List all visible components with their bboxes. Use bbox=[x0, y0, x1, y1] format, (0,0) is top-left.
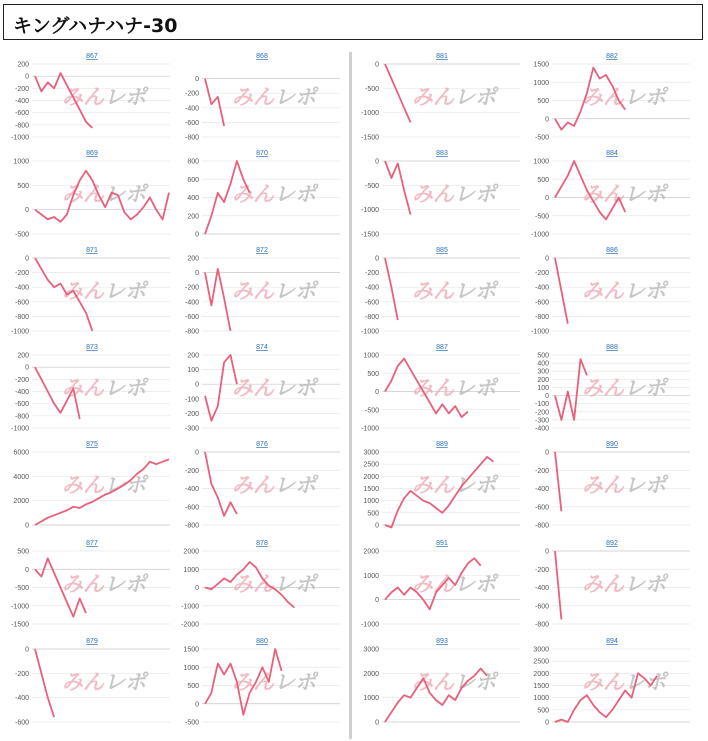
y-tick-label: 2500 bbox=[363, 461, 379, 469]
y-tick-label: -400 bbox=[184, 105, 199, 113]
y-tick-label: -1000 bbox=[181, 603, 199, 611]
y-tick-label: 0 bbox=[375, 389, 379, 396]
chart-870 bbox=[187, 150, 340, 239]
chart-title-link[interactable]: 885 bbox=[436, 247, 448, 254]
y-tick-label: 0 bbox=[25, 73, 29, 81]
chart-title-link[interactable]: 875 bbox=[86, 441, 98, 448]
y-tick-label: -200 bbox=[184, 467, 199, 475]
y-tick-label: -200 bbox=[534, 467, 549, 475]
chart-869 bbox=[13, 150, 170, 239]
y-tick-label: -800 bbox=[14, 313, 29, 321]
watermark-logo: みんレポ bbox=[62, 376, 146, 400]
chart-877 bbox=[11, 540, 170, 629]
y-tick-label: 0 bbox=[195, 381, 199, 389]
chart-title-link[interactable]: 871 bbox=[86, 247, 98, 254]
y-tick-label: -200 bbox=[364, 270, 379, 278]
watermark-logo: みんレポ bbox=[232, 572, 316, 596]
watermark-logo: みんレポ bbox=[582, 473, 666, 497]
y-tick-label: 0 bbox=[25, 364, 29, 372]
y-tick-label: 0 bbox=[375, 597, 379, 605]
y-tick-label: -800 bbox=[184, 522, 199, 530]
chart-title-link[interactable]: 876 bbox=[256, 441, 268, 448]
y-tick-label: -200 bbox=[14, 270, 29, 278]
chart-878 bbox=[181, 540, 340, 629]
y-tick-label: 500 bbox=[367, 510, 379, 518]
chart-889 bbox=[363, 441, 520, 530]
watermark-logo: みんレポ bbox=[582, 85, 666, 109]
y-tick-label: 1000 bbox=[13, 158, 29, 166]
watermark-logo: みんレポ bbox=[582, 670, 666, 694]
y-tick-label: -500 bbox=[364, 182, 379, 190]
y-tick-label: -800 bbox=[534, 313, 549, 321]
watermark-logo: みんレポ bbox=[62, 279, 146, 303]
chart-title-link[interactable]: 867 bbox=[86, 53, 98, 60]
chart-885 bbox=[361, 247, 520, 336]
y-tick-label: -1000 bbox=[361, 621, 379, 629]
watermark-logo: みんレポ bbox=[582, 376, 666, 400]
chart-title-link[interactable]: 874 bbox=[256, 344, 268, 351]
chart-title-link[interactable]: 893 bbox=[436, 638, 448, 645]
y-tick-label: 1000 bbox=[533, 158, 549, 166]
y-tick-label: 0 bbox=[25, 522, 29, 530]
chart-875 bbox=[13, 441, 170, 530]
chart-882 bbox=[533, 53, 690, 142]
watermark-logo: みんレポ bbox=[232, 182, 316, 206]
y-tick-label: 0 bbox=[195, 449, 199, 457]
watermark-logo: みんレポ bbox=[232, 670, 316, 694]
watermark-logo: みんレポ bbox=[232, 473, 316, 497]
y-tick-label: -200 bbox=[184, 284, 199, 292]
chart-884 bbox=[531, 150, 690, 239]
series-line bbox=[555, 258, 568, 324]
y-tick-label: 1000 bbox=[363, 695, 379, 703]
y-tick-label: 0 bbox=[545, 195, 549, 202]
y-tick-label: -1000 bbox=[361, 425, 379, 433]
chart-887 bbox=[361, 344, 520, 433]
y-tick-label: 2000 bbox=[183, 548, 199, 556]
y-tick-label: 200 bbox=[187, 352, 199, 360]
y-tick-label: -200 bbox=[534, 409, 549, 417]
y-tick-label: -600 bbox=[14, 401, 29, 409]
y-tick-label: 500 bbox=[187, 683, 199, 690]
y-tick-label: 0 bbox=[25, 207, 29, 215]
y-tick-label: -300 bbox=[534, 417, 549, 425]
y-tick-label: -1000 bbox=[531, 231, 549, 239]
y-tick-label: 3000 bbox=[363, 646, 379, 654]
series-line bbox=[555, 551, 561, 619]
y-tick-label: 3000 bbox=[363, 449, 379, 457]
y-tick-label: -300 bbox=[184, 425, 199, 433]
y-tick-label: -400 bbox=[184, 299, 199, 307]
y-tick-label: 500 bbox=[17, 182, 29, 190]
y-tick-label: -600 bbox=[364, 299, 379, 307]
series-line bbox=[205, 269, 231, 331]
y-tick-label: -200 bbox=[14, 376, 29, 384]
chart-873 bbox=[11, 344, 170, 433]
y-tick-label: -800 bbox=[534, 621, 549, 629]
y-tick-label: -800 bbox=[14, 413, 29, 421]
y-tick-label: -400 bbox=[534, 486, 549, 493]
chart-title-link[interactable]: 886 bbox=[606, 247, 618, 254]
y-tick-label: 0 bbox=[375, 61, 379, 69]
watermark-logo: みんレポ bbox=[412, 279, 496, 303]
y-tick-label: -400 bbox=[14, 389, 29, 396]
y-tick-label: 400 bbox=[187, 195, 199, 202]
chart-893 bbox=[363, 638, 520, 727]
y-tick-label: 100 bbox=[187, 367, 199, 375]
chart-title-link[interactable]: 887 bbox=[436, 344, 448, 351]
y-tick-label: -1000 bbox=[361, 110, 379, 118]
y-tick-label: 0 bbox=[545, 449, 549, 457]
y-tick-label: 300 bbox=[537, 368, 549, 376]
y-tick-label: -800 bbox=[534, 522, 549, 530]
y-tick-label: -400 bbox=[14, 695, 29, 703]
chart-title-link[interactable]: 872 bbox=[256, 247, 268, 254]
y-tick-label: -400 bbox=[534, 585, 549, 592]
y-tick-label: 500 bbox=[537, 707, 549, 715]
chart-892 bbox=[535, 540, 690, 629]
y-tick-label: 0 bbox=[375, 158, 379, 166]
chart-883 bbox=[361, 150, 520, 239]
chart-title-link[interactable]: 884 bbox=[606, 150, 618, 157]
y-tick-label: -600 bbox=[184, 313, 199, 321]
y-tick-label: 4000 bbox=[13, 473, 29, 481]
chart-title-link[interactable]: 882 bbox=[606, 53, 618, 60]
y-tick-label: 0 bbox=[545, 116, 549, 124]
y-tick-label: 800 bbox=[187, 158, 199, 166]
y-tick-label: 6000 bbox=[13, 449, 29, 457]
series-line bbox=[205, 79, 224, 126]
chart-888 bbox=[535, 344, 690, 433]
watermark-logo: みんレポ bbox=[412, 572, 496, 596]
chart-title-link[interactable]: 881 bbox=[436, 53, 448, 60]
y-tick-label: 3000 bbox=[533, 646, 549, 654]
y-tick-label: -400 bbox=[534, 284, 549, 292]
y-tick-label: 200 bbox=[187, 255, 199, 263]
y-tick-label: -500 bbox=[14, 585, 29, 592]
y-tick-label: -600 bbox=[14, 110, 29, 118]
y-tick-label: 1500 bbox=[363, 486, 379, 493]
y-tick-label: 200 bbox=[17, 352, 29, 360]
y-tick-label: 100 bbox=[537, 384, 549, 392]
series-line bbox=[385, 258, 398, 320]
y-tick-label: -600 bbox=[184, 504, 199, 512]
y-tick-label: 2000 bbox=[363, 670, 379, 678]
y-tick-label: 0 bbox=[545, 548, 549, 556]
y-tick-label: 1000 bbox=[363, 498, 379, 506]
y-tick-label: 0 bbox=[195, 231, 199, 239]
y-tick-label: 1000 bbox=[183, 566, 199, 574]
y-tick-label: 0 bbox=[545, 393, 549, 401]
y-tick-label: -1000 bbox=[11, 134, 29, 142]
page-title: キングハナハナ-30 bbox=[13, 15, 178, 37]
y-tick-label: 0 bbox=[195, 701, 199, 709]
series-line bbox=[385, 161, 411, 215]
watermark-logo: みんレポ bbox=[232, 376, 316, 400]
chart-title-link[interactable]: 883 bbox=[436, 150, 448, 157]
y-tick-label: 1000 bbox=[183, 664, 199, 672]
y-tick-label: 400 bbox=[537, 360, 549, 368]
chart-title-link[interactable]: 888 bbox=[606, 344, 618, 351]
chart-title-link[interactable]: 879 bbox=[86, 638, 98, 645]
chart-title-link[interactable]: 891 bbox=[436, 540, 448, 547]
y-tick-label: 600 bbox=[187, 176, 199, 184]
y-tick-label: 500 bbox=[367, 370, 379, 378]
watermark-logo: みんレポ bbox=[412, 670, 496, 694]
y-tick-label: -1500 bbox=[11, 621, 29, 629]
watermark-logo: みんレポ bbox=[412, 182, 496, 206]
chart-title-link[interactable]: 892 bbox=[606, 540, 618, 547]
y-tick-label: 2000 bbox=[363, 473, 379, 481]
y-tick-label: -500 bbox=[534, 134, 549, 142]
chart-title-link[interactable]: 868 bbox=[256, 53, 268, 60]
y-tick-label: -800 bbox=[184, 134, 199, 142]
y-tick-label: 0 bbox=[25, 566, 29, 574]
watermark-logo: みんレポ bbox=[62, 670, 146, 694]
y-tick-label: -200 bbox=[534, 270, 549, 278]
chart-title-link[interactable]: 894 bbox=[606, 638, 618, 645]
y-tick-label: -600 bbox=[14, 299, 29, 307]
chart-872 bbox=[185, 247, 340, 336]
y-tick-label: 1500 bbox=[183, 646, 199, 654]
y-tick-label: 200 bbox=[187, 213, 199, 221]
y-tick-label: 1000 bbox=[363, 572, 379, 580]
y-tick-label: -500 bbox=[534, 213, 549, 221]
y-tick-label: 1500 bbox=[533, 61, 549, 69]
y-tick-label: -100 bbox=[534, 401, 549, 409]
y-tick-label: -600 bbox=[534, 299, 549, 307]
y-tick-label: 200 bbox=[537, 376, 549, 384]
y-tick-label: 0 bbox=[545, 255, 549, 263]
y-tick-label: -200 bbox=[184, 90, 199, 98]
y-tick-label: -200 bbox=[184, 410, 199, 418]
y-tick-label: -1000 bbox=[531, 328, 549, 336]
watermark-logo: みんレポ bbox=[412, 473, 496, 497]
y-tick-label: -1000 bbox=[11, 603, 29, 611]
chart-880 bbox=[183, 638, 340, 727]
y-tick-label: -200 bbox=[14, 85, 29, 93]
watermark-logo: みんレポ bbox=[412, 85, 496, 109]
chart-891 bbox=[361, 540, 520, 629]
chart-title-link[interactable]: 890 bbox=[606, 441, 618, 448]
chart-871 bbox=[11, 247, 170, 336]
y-tick-label: 0 bbox=[195, 585, 199, 592]
chart-881 bbox=[361, 53, 520, 142]
y-tick-label: 500 bbox=[17, 548, 29, 556]
y-tick-label: -500 bbox=[184, 719, 199, 727]
watermark-logo: みんレポ bbox=[62, 182, 146, 206]
y-tick-label: 0 bbox=[195, 76, 199, 84]
y-tick-label: 0 bbox=[375, 719, 379, 727]
chart-title-link[interactable]: 889 bbox=[436, 441, 448, 448]
chart-title-link[interactable]: 870 bbox=[256, 150, 268, 157]
y-tick-label: -1500 bbox=[361, 231, 379, 239]
y-tick-label: -200 bbox=[14, 670, 29, 678]
y-tick-label: -1000 bbox=[11, 425, 29, 433]
y-tick-label: 500 bbox=[537, 98, 549, 105]
y-tick-label: 0 bbox=[375, 522, 379, 530]
watermark-logo: みんレポ bbox=[62, 85, 146, 109]
watermark-logo: みんレポ bbox=[62, 572, 146, 596]
chart-title-link[interactable]: 880 bbox=[256, 638, 268, 645]
y-tick-label: 2500 bbox=[533, 658, 549, 666]
y-tick-label: -600 bbox=[534, 504, 549, 512]
chart-890 bbox=[535, 441, 690, 530]
y-tick-label: -500 bbox=[364, 85, 379, 93]
y-tick-label: 500 bbox=[537, 352, 549, 360]
y-tick-label: 0 bbox=[25, 646, 29, 654]
watermark-logo: みんレポ bbox=[412, 376, 496, 400]
watermark-logo: みんレポ bbox=[582, 279, 666, 303]
y-tick-label: -400 bbox=[14, 284, 29, 292]
chart-867 bbox=[11, 53, 170, 142]
chart-title-link[interactable]: 878 bbox=[256, 540, 268, 547]
watermark-logo: みんレポ bbox=[62, 473, 146, 497]
y-tick-label: -800 bbox=[364, 313, 379, 321]
y-tick-label: 0 bbox=[375, 255, 379, 263]
y-tick-label: 200 bbox=[17, 61, 29, 69]
watermark-logo: みんレポ bbox=[232, 279, 316, 303]
chart-868 bbox=[185, 53, 340, 142]
y-tick-label: 0 bbox=[25, 255, 29, 263]
series-line bbox=[385, 64, 411, 122]
y-tick-label: -1000 bbox=[361, 207, 379, 215]
chart-title-link[interactable]: 877 bbox=[86, 540, 98, 547]
chart-879 bbox=[15, 638, 170, 727]
y-tick-label: 1500 bbox=[533, 683, 549, 690]
y-tick-label: -1000 bbox=[11, 328, 29, 336]
y-tick-label: 0 bbox=[545, 719, 549, 727]
y-tick-label: -800 bbox=[184, 328, 199, 336]
y-tick-label: 500 bbox=[537, 176, 549, 184]
y-tick-label: 2000 bbox=[13, 498, 29, 506]
y-tick-label: 0 bbox=[195, 270, 199, 278]
y-tick-label: -200 bbox=[534, 566, 549, 574]
y-tick-label: -600 bbox=[14, 719, 29, 727]
y-tick-label: -1500 bbox=[361, 134, 379, 142]
series-line bbox=[35, 649, 54, 717]
y-tick-label: -400 bbox=[184, 486, 199, 493]
y-tick-label: -2000 bbox=[181, 621, 199, 629]
y-tick-label: 1000 bbox=[363, 352, 379, 360]
y-tick-label: -500 bbox=[364, 407, 379, 415]
y-tick-label: -800 bbox=[14, 122, 29, 130]
y-tick-label: -600 bbox=[534, 603, 549, 611]
chart-876 bbox=[185, 441, 340, 530]
chart-title-link[interactable]: 869 bbox=[86, 150, 98, 157]
chart-874 bbox=[185, 344, 340, 433]
y-tick-label: 2000 bbox=[363, 548, 379, 556]
y-tick-label: -400 bbox=[534, 425, 549, 433]
watermark-logo: みんレポ bbox=[232, 85, 316, 109]
y-tick-label: -100 bbox=[184, 396, 199, 404]
chart-886 bbox=[531, 247, 690, 336]
y-tick-label: 1000 bbox=[533, 79, 549, 87]
y-tick-label: -500 bbox=[14, 231, 29, 239]
series-line bbox=[555, 452, 561, 511]
y-tick-label: -400 bbox=[14, 98, 29, 105]
y-tick-label: 1000 bbox=[533, 695, 549, 703]
chart-894 bbox=[533, 638, 690, 727]
y-tick-label: -600 bbox=[184, 119, 199, 127]
watermark-logo: みんレポ bbox=[582, 182, 666, 206]
y-tick-label: 2000 bbox=[533, 670, 549, 678]
chart-title-link[interactable]: 873 bbox=[86, 344, 98, 351]
y-tick-label: -400 bbox=[364, 284, 379, 292]
watermark-logo: みんレポ bbox=[582, 572, 666, 596]
y-tick-label: -1000 bbox=[361, 328, 379, 336]
